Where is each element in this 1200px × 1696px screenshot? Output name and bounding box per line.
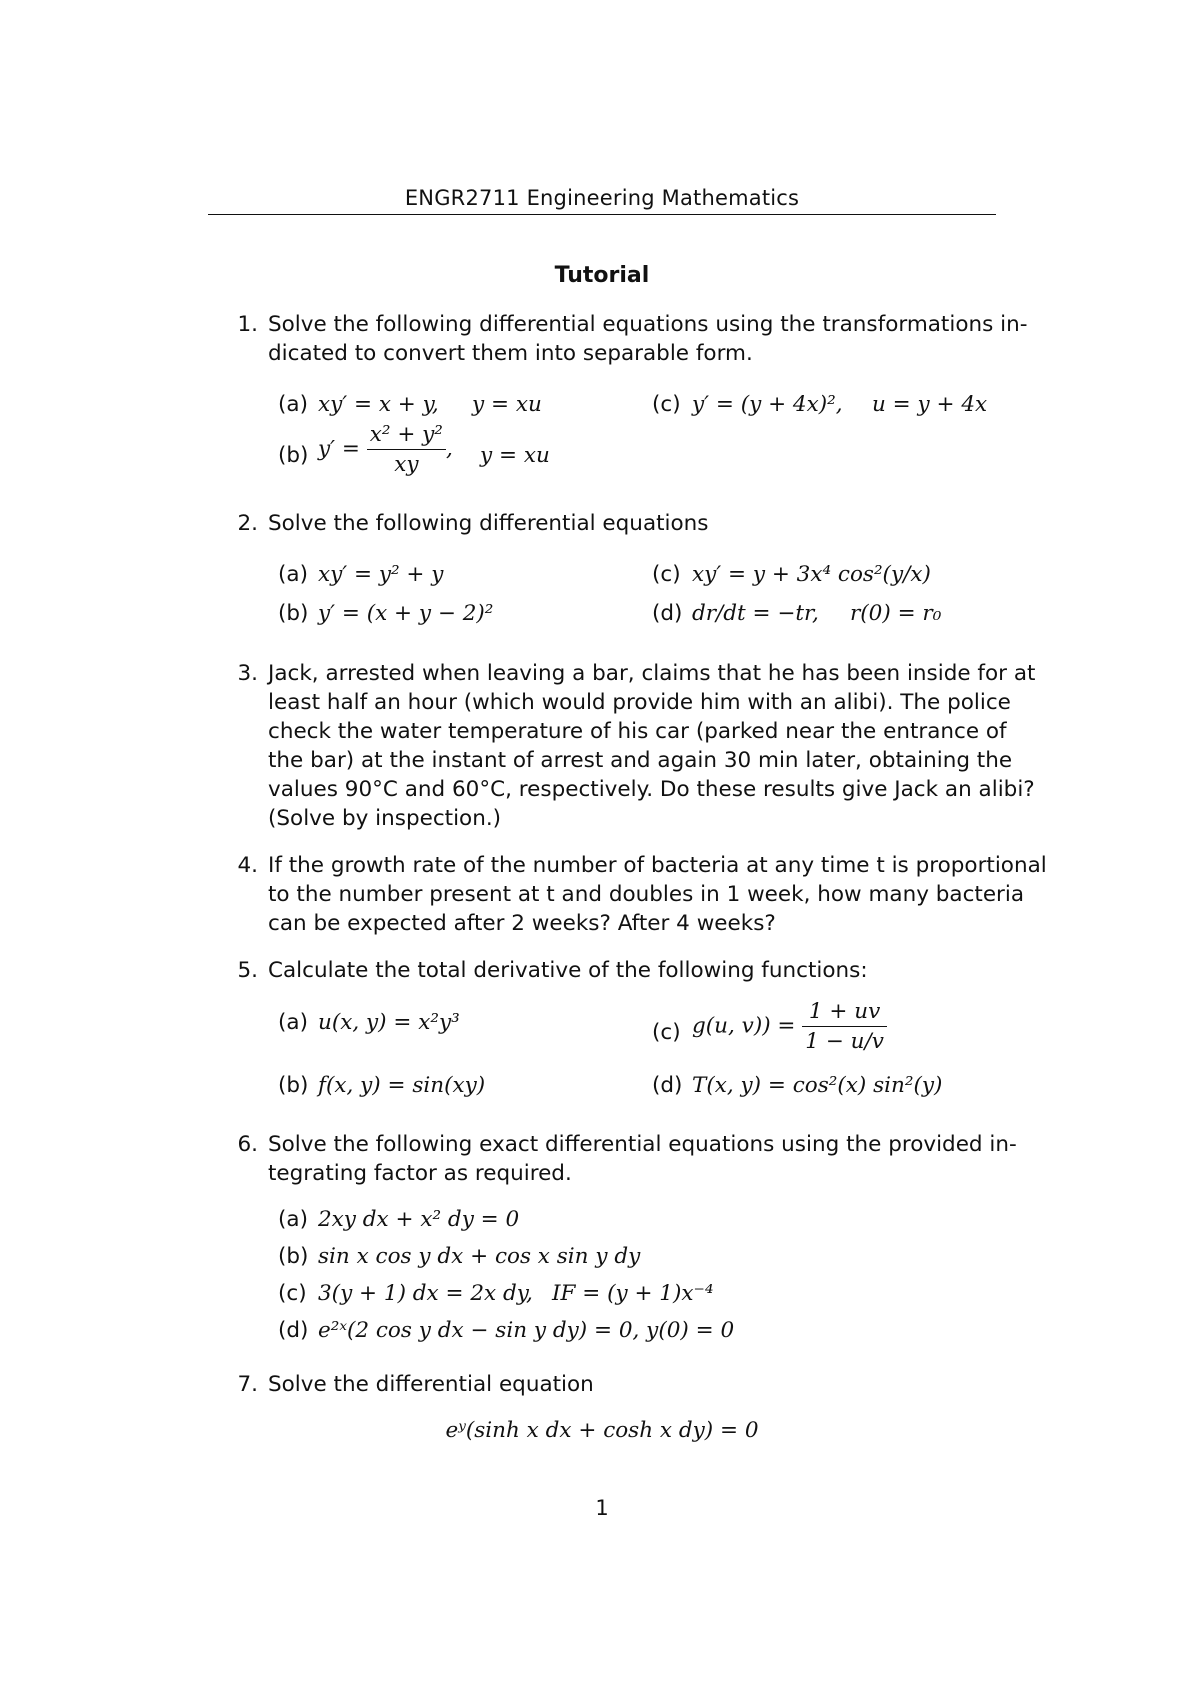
q6d-label: (d) [278,1318,309,1343]
q5c-fraction [802,999,887,1054]
q6-number: 6. [237,1132,258,1157]
q2b-label: (b) [278,601,309,626]
q5b-label: (b) [278,1073,309,1098]
q1-line-2: dicated to convert them into separable form. [268,341,753,366]
q1b-lhs: y′ = [318,436,360,462]
q3-line-3: check the water temperature of his car (parked near the entrance of [268,719,1007,744]
q2c-label: (c) [652,562,681,587]
q2a-equation: xy′ = y² + y [318,562,444,587]
q6d-equation: e²ˣ(2 cos y dx − sin y dy) = 0, y(0) = 0 [318,1318,735,1343]
q1-line-1: Solve the following differential equations using the transformations in- [268,312,1028,337]
q1b-comma: , [445,436,453,462]
q3-line-1: Jack, arrested when leaving a bar, claims that he has been inside for at [268,661,1036,686]
q3-number: 3. [237,661,258,686]
q1a-substitution: y = xu [472,392,542,417]
running-header: ENGR2711 Engineering Mathematics [404,186,800,210]
q5c-denominator: 1 − u/v [805,1029,884,1054]
q5c-numerator: 1 + uv [802,999,887,1027]
q1c-equation: y′ = (y + 4x)², [692,392,843,417]
q1b-numerator: x² + y² [367,422,446,450]
q6c-label: (c) [278,1281,307,1306]
page-title: Tutorial [554,263,650,288]
q5c-label: (c) [652,1020,681,1045]
q5a-equation: u(x, y) = x²y³ [318,1010,460,1035]
q5d-equation: T(x, y) = cos²(x) sin²(y) [692,1073,943,1098]
header-rule [208,214,996,215]
q3-line-2: least half an hour (which would provide him with an alibi). The police [268,690,1011,715]
q7-number: 7. [237,1372,258,1397]
q2-number: 2. [237,511,258,536]
q3-line-5: values 90°C and 60°C, respectively. Do these results give Jack an alibi? [268,777,1035,802]
q2d-equation: dr/dt = −tr, [692,601,819,626]
q1a-label: (a) [278,392,308,417]
page-number: 1 [595,1496,609,1520]
q5-text: Calculate the total derivative of the following functions: [268,958,868,983]
q4-line-1: If the growth rate of the number of bacteria at any time t is proportional [268,853,1047,878]
q2d-initial-condition: r(0) = r₀ [850,601,942,626]
q4-line-3: can be expected after 2 weeks? After 4 weeks? [268,911,776,936]
q1c-label: (c) [652,392,681,417]
q5d-label: (d) [652,1073,683,1098]
q5c-equation [692,999,887,1054]
q6a-equation: 2xy dx + x² dy = 0 [318,1207,520,1232]
q4-line-2: to the number present at t and doubles in 1 week, how many bacteria [268,882,1025,907]
q6-line-1: Solve the following exact differential equations using the provided in- [268,1132,1017,1157]
q2-text: Solve the following differential equations [268,511,709,536]
q2c-equation: xy′ = y + 3x⁴ cos²(y/x) [692,562,931,587]
q6b-label: (b) [278,1244,309,1269]
q1b-denominator: xy [394,452,419,477]
q5b-equation: f(x, y) = sin(xy) [318,1073,486,1098]
q1b-label: (b) [278,443,309,468]
q4-number: 4. [237,853,258,878]
q1b-fraction [367,422,446,477]
q2a-label: (a) [278,562,308,587]
q2b-equation: y′ = (x + y − 2)² [318,601,494,626]
q6a-label: (a) [278,1207,308,1232]
q5a-label: (a) [278,1010,308,1035]
q6c-equation: 3(y + 1) dx = 2x dy, [318,1281,533,1306]
q5-number: 5. [237,958,258,983]
q6-line-2: tegrating factor as required. [268,1161,572,1186]
q2d-label: (d) [652,601,683,626]
q6b-equation: sin x cos y dx + cos x sin y dy [318,1244,641,1269]
q1c-substitution: u = y + 4x [872,392,988,417]
q3-line-4: the bar) at the instant of arrest and again 30 min later, obtaining the [268,748,1013,773]
q1a-equation: xy′ = x + y, [318,392,439,417]
q6c-integrating-factor: IF = (y + 1)x⁻⁴ [552,1281,714,1306]
q7-text: Solve the differential equation [268,1372,594,1397]
q5c-lhs: g(u, v)) = [692,1013,796,1039]
q1b-equation [318,422,453,477]
q1b-substitution: y = xu [480,443,550,468]
q1-number: 1. [237,312,258,337]
q3-line-6: (Solve by inspection.) [268,806,502,831]
q7-equation: eʸ(sinh x dx + cosh x dy) = 0 [445,1418,759,1443]
